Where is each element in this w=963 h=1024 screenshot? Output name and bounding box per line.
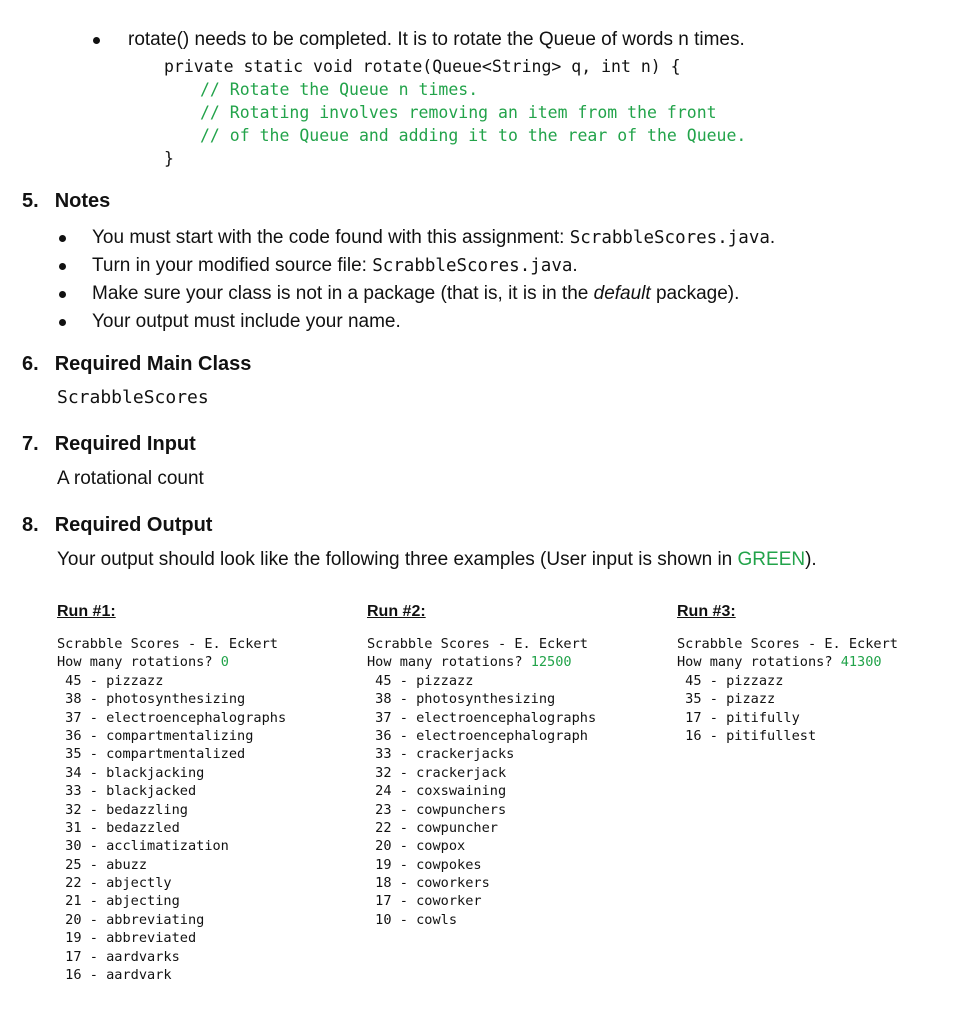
run-prompt [677,653,898,671]
run-2-title: Run #2: [367,603,426,620]
prompt-text: How many rotations? [367,654,531,671]
score-line: 17 - pitifully [677,709,800,726]
run-3 [677,602,898,745]
notes-heading [22,189,110,213]
run-2 [367,602,596,929]
run-header: Scrabble Scores - E. Eckert [367,636,588,652]
output-heading [22,513,212,537]
score-line: 20 - abbreviating [57,911,205,928]
score-line: 38 - photosynthesizing [367,691,556,708]
user-input: 0 [220,654,229,671]
input-number: 7. [22,433,39,455]
run-1-title: Run #1: [57,603,116,620]
notes-item-3: Make sure your class is not in a package (that is, it is in the default package). [92,283,740,304]
bullet-dot [59,235,66,242]
run-3-output [677,635,898,745]
input-title: Required Input [54,433,196,455]
notes-item-4: Your output must include your name. [92,311,401,332]
input-heading [22,432,196,456]
input-value: A rotational count [57,468,204,489]
score-line: 20 - cowpox [367,838,466,855]
score-line: 18 - coworkers [367,875,490,892]
rotate-code-block [164,55,746,170]
score-line: 25 - abuzz [57,856,148,873]
output-title: Required Output [54,514,213,536]
main-class-heading [22,352,251,376]
score-line: 38 - photosynthesizing [57,691,246,708]
score-line: 31 - bedazzled [57,819,180,836]
score-line: 34 - blackjacking [57,764,205,781]
run-prompt [367,653,596,671]
code-comment-line: // Rotating involves removing an item from the front [200,103,717,122]
score-line: 32 - crackerjack [367,764,507,781]
code-line: } [164,149,174,168]
bullet-dot [59,263,66,270]
code-comment-line: // Rotate the Queue n times. [200,80,479,99]
output-description: Your output should look like the following three examples (User input is shown in GREEN). [57,549,817,570]
notes-number: 5. [22,190,39,212]
score-line: 32 - bedazzling [57,801,188,818]
score-line: 30 - acclimatization [57,838,229,855]
run-1-output [57,635,286,984]
rotate-bullet-text: rotate() needs to be completed. It is to rotate the Queue of words n times. [128,29,745,50]
user-input: 41300 [840,654,882,671]
main-class-title: Required Main Class [54,353,252,375]
score-line: 24 - coxswaining [367,783,507,800]
score-line: 36 - electroencephalograph [367,727,588,744]
green-word: GREEN [737,549,806,570]
score-line: 45 - pizzazz [677,672,784,689]
score-line: 45 - pizzazz [367,672,474,689]
notes-item-1: You must start with the code found with this assignment: ScrabbleScores.java. [92,227,776,248]
run-3-title: Run #3: [677,603,736,620]
score-line: 21 - abjecting [57,893,180,910]
score-line: 16 - pitifullest [677,727,817,744]
score-line: 45 - pizzazz [57,672,164,689]
score-line: 23 - cowpunchers [367,801,507,818]
score-line: 16 - aardvark [57,967,172,984]
score-line: 33 - blackjacked [57,783,197,800]
code-comment-line: // of the Queue and adding it to the rear of the Queue. [200,126,747,145]
run-1 [57,602,286,984]
main-class-value: ScrabbleScores [57,387,209,408]
run-prompt [57,653,286,671]
score-line: 37 - electroencephalographs [57,709,287,726]
score-line: 22 - abjectly [57,875,172,892]
run-header: Scrabble Scores - E. Eckert [677,636,898,652]
code-line: private static void rotate(Queue<String> q, int n) { [164,57,681,76]
score-line: 35 - compartmentalized [57,746,246,763]
run-header: Scrabble Scores - E. Eckert [57,636,278,652]
score-line: 33 - crackerjacks [367,746,515,763]
score-line: 37 - electroencephalographs [367,709,597,726]
score-line: 17 - coworker [367,893,482,910]
bullet-dot [93,37,100,44]
score-line: 36 - compartmentalizing [57,727,254,744]
score-line: 22 - cowpuncher [367,819,498,836]
main-class-number: 6. [22,353,39,375]
score-line: 17 - aardvarks [57,948,180,965]
bullet-dot [59,291,66,298]
score-line: 19 - abbreviated [57,930,197,947]
score-line: 10 - cowls [367,911,458,928]
user-input: 12500 [530,654,572,671]
notes-item-2: Turn in your modified source file: ScrabbleScores.java. [92,255,578,276]
notes-title: Notes [54,190,111,212]
score-line: 19 - cowpokes [367,856,482,873]
code-filename: ScrabbleScores.java [569,228,770,248]
output-number: 8. [22,514,39,536]
bullet-dot [59,319,66,326]
score-line: 35 - pizazz [677,691,776,708]
prompt-text: How many rotations? [677,654,841,671]
run-2-output [367,635,596,929]
italic-default: default [593,283,651,304]
code-filename: ScrabbleScores.java [372,256,573,276]
prompt-text: How many rotations? [57,654,221,671]
